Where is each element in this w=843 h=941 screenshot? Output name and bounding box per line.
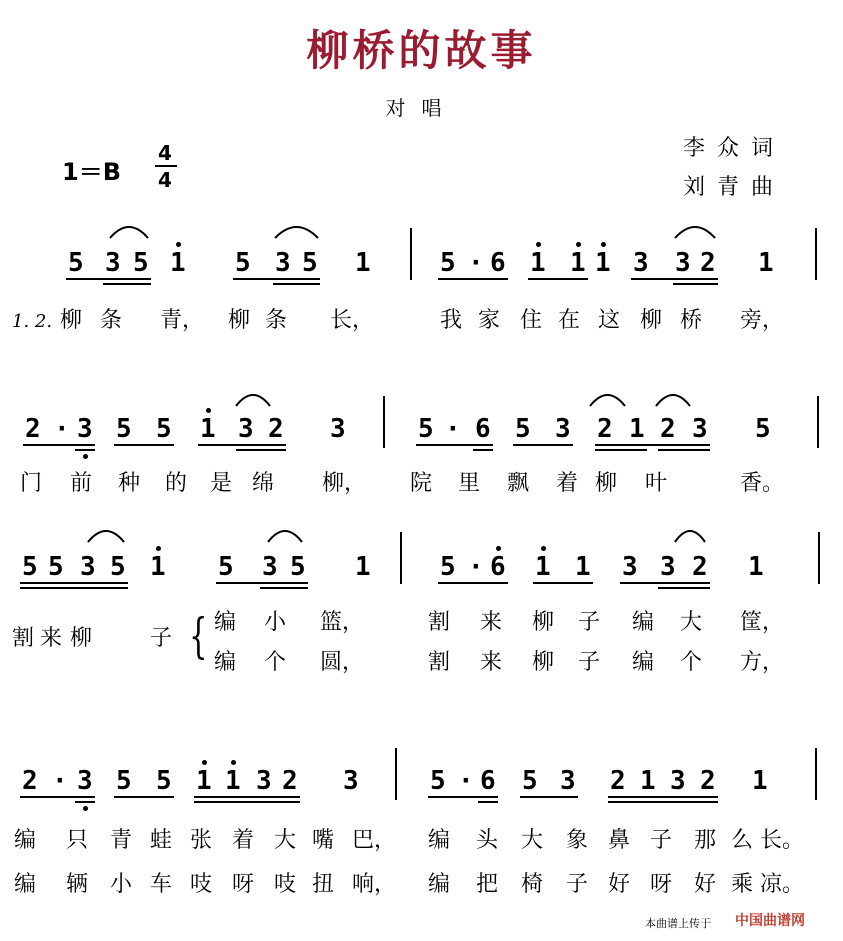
lyric-syllable: 的 bbox=[165, 471, 188, 496]
bar-line bbox=[815, 748, 817, 800]
lyric-syllable: 割 bbox=[12, 626, 35, 651]
beam-line bbox=[595, 444, 710, 446]
lyric-syllable: 小 bbox=[110, 872, 133, 897]
note-5: 5 bbox=[48, 552, 64, 582]
lyric-syllable: 凉。 bbox=[760, 872, 805, 897]
lyric-syllable: 来 bbox=[480, 610, 503, 635]
lyric-syllable: 青， bbox=[160, 308, 205, 333]
lyric-syllable: 割 bbox=[428, 610, 451, 635]
slur-arc bbox=[675, 531, 705, 542]
high-octave-dot bbox=[231, 760, 236, 765]
note-i: 1 bbox=[150, 552, 166, 582]
lyric-syllable: 柳 bbox=[640, 308, 663, 333]
lyric-syllable: 1. 2. bbox=[12, 311, 53, 332]
note-3: 3 bbox=[80, 552, 96, 582]
beam-line bbox=[23, 444, 95, 446]
time-signature-bottom: 4 bbox=[158, 168, 172, 192]
note-2: 2 bbox=[597, 414, 613, 444]
beam-line bbox=[20, 582, 128, 584]
high-octave-dot bbox=[536, 242, 541, 247]
beam-line bbox=[260, 587, 308, 589]
song-subtitle: 对唱 bbox=[385, 96, 458, 120]
lyric-syllable: 编 bbox=[632, 650, 655, 675]
lyric-syllable: 那 bbox=[694, 828, 717, 853]
beam-line bbox=[595, 449, 647, 451]
lyric-syllable: 着 bbox=[232, 828, 255, 853]
lyric-syllable: 象 bbox=[566, 828, 589, 853]
lyric-syllable: 辆 bbox=[66, 872, 89, 897]
duration-dot: · bbox=[458, 766, 474, 796]
high-octave-dot bbox=[176, 242, 181, 247]
bar-line bbox=[818, 532, 820, 584]
lyric-syllable: 么 bbox=[731, 828, 754, 853]
lyric-syllable: 个 bbox=[680, 650, 703, 675]
lyric-syllable: 来 bbox=[480, 650, 503, 675]
beam-line bbox=[194, 796, 300, 798]
bar-line bbox=[395, 748, 397, 800]
lyric-syllable: 编 bbox=[632, 610, 655, 635]
slur-arc bbox=[590, 395, 625, 406]
lyric-syllable: 张 bbox=[190, 828, 213, 853]
note-5: 5 bbox=[440, 552, 456, 582]
lyricist-credit: 李众词 bbox=[683, 136, 786, 161]
note-5: 5 bbox=[290, 552, 306, 582]
lyric-syllable: 篮， bbox=[320, 610, 365, 635]
bar-line bbox=[815, 228, 817, 280]
beam-line bbox=[103, 283, 151, 285]
lyric-syllable: 桥 bbox=[680, 308, 703, 333]
beam-line bbox=[20, 587, 128, 589]
note-2: 2 bbox=[700, 248, 716, 278]
lyric-syllable: 响， bbox=[352, 872, 397, 897]
note-3: 3 bbox=[633, 248, 649, 278]
lyric-syllable: 柳 bbox=[228, 308, 251, 333]
note-3: 3 bbox=[330, 414, 346, 444]
slur-arc bbox=[268, 531, 302, 542]
lyric-syllable: 里 bbox=[458, 471, 481, 496]
watermark-text: 本曲谱上传于 bbox=[645, 917, 711, 930]
lyric-syllable: 来 bbox=[40, 626, 63, 651]
slur-arc bbox=[675, 227, 715, 238]
lyric-syllable: 吱 bbox=[274, 872, 297, 897]
note-2: 2 bbox=[268, 414, 284, 444]
lyric-syllable: 大 bbox=[680, 610, 703, 635]
lyric-syllable: 旁， bbox=[740, 308, 785, 333]
lyric-syllable: 好 bbox=[608, 872, 631, 897]
lyric-syllable: 叶 bbox=[645, 471, 668, 496]
note-i: 1 bbox=[595, 248, 611, 278]
lyric-syllable: 我 bbox=[440, 308, 463, 333]
lyric-syllable: 种 bbox=[118, 471, 141, 496]
bar-line bbox=[410, 228, 412, 280]
note-5: 5 bbox=[156, 414, 172, 444]
note-2: 2 bbox=[22, 766, 38, 796]
note-5: 5 bbox=[116, 766, 132, 796]
note-3: 3 bbox=[105, 248, 121, 278]
note-6: 6 bbox=[480, 766, 496, 796]
lyric-syllable: 住 bbox=[520, 308, 543, 333]
note-1: 1 bbox=[640, 766, 656, 796]
lyric-syllable: 柳 bbox=[532, 610, 555, 635]
note-1: 1 bbox=[355, 552, 371, 582]
beam-line bbox=[473, 449, 493, 451]
note-5: 5 bbox=[418, 414, 434, 444]
beam-line bbox=[438, 278, 508, 280]
beam-line bbox=[658, 587, 710, 589]
lyric-syllable: 柳 bbox=[70, 626, 93, 651]
duration-dot: · bbox=[445, 414, 461, 444]
lyric-syllable: 前 bbox=[70, 471, 93, 496]
lyric-syllable: 编 bbox=[214, 650, 237, 675]
watermark-logo: 中国曲谱网 bbox=[735, 913, 805, 929]
note-2: 2 bbox=[610, 766, 626, 796]
note-1: 1 bbox=[758, 248, 774, 278]
note-5: 5 bbox=[22, 552, 38, 582]
note-5: 5 bbox=[522, 766, 538, 796]
note-3: 3 bbox=[560, 766, 576, 796]
note-6: 6 bbox=[490, 552, 506, 582]
beam-line bbox=[428, 796, 498, 798]
note-3: 3 bbox=[77, 766, 93, 796]
note-2: 2 bbox=[282, 766, 298, 796]
lyric-syllable: 筐， bbox=[740, 610, 785, 635]
beam-line bbox=[513, 444, 573, 446]
lyric-syllable: 门 bbox=[20, 471, 43, 496]
beam-line bbox=[75, 801, 95, 803]
beam-line bbox=[75, 449, 95, 451]
beam-line bbox=[273, 283, 320, 285]
beam-line bbox=[658, 449, 710, 451]
lyric-syllable: 家 bbox=[478, 308, 501, 333]
note-3: 3 bbox=[555, 414, 571, 444]
beam-line bbox=[416, 444, 493, 446]
bar-line bbox=[817, 396, 819, 448]
note-5: 5 bbox=[156, 766, 172, 796]
beam-line bbox=[533, 582, 593, 584]
slur-arc bbox=[110, 227, 148, 238]
note-5: 5 bbox=[440, 248, 456, 278]
high-octave-dot bbox=[541, 546, 546, 551]
lyric-syllable: 个 bbox=[264, 650, 287, 675]
lyric-syllable: 巴， bbox=[352, 828, 397, 853]
lyric-syllable: 小 bbox=[264, 610, 287, 635]
high-octave-dot bbox=[202, 760, 207, 765]
note-6: 6 bbox=[490, 248, 506, 278]
note-i: 1 bbox=[575, 552, 591, 582]
note-1: 1 bbox=[629, 414, 645, 444]
note-3: 3 bbox=[660, 552, 676, 582]
lyric-syllable: 蛙 bbox=[150, 828, 173, 853]
bar-line bbox=[383, 396, 385, 448]
high-octave-dot bbox=[576, 242, 581, 247]
note-2: 2 bbox=[700, 766, 716, 796]
lyric-syllable: 把 bbox=[476, 872, 499, 897]
beam-line bbox=[673, 283, 718, 285]
lyric-syllable: 头 bbox=[476, 828, 499, 853]
lyric-syllable: 柳 bbox=[60, 308, 83, 333]
lyric-syllable: 编 bbox=[214, 610, 237, 635]
beam-line bbox=[608, 801, 718, 803]
beam-line bbox=[233, 278, 320, 280]
lyric-syllable: 圆， bbox=[320, 650, 365, 675]
slur-arc bbox=[656, 395, 690, 406]
bar-line bbox=[400, 532, 402, 584]
high-octave-dot bbox=[156, 546, 161, 551]
note-i: 1 bbox=[570, 248, 586, 278]
lyric-syllable: 编 bbox=[14, 872, 37, 897]
lyric-syllable: 在 bbox=[558, 308, 581, 333]
lyric-syllable: 吱 bbox=[190, 872, 213, 897]
beam-line bbox=[66, 278, 151, 280]
lyric-syllable: 编 bbox=[428, 828, 451, 853]
note-3: 3 bbox=[275, 248, 291, 278]
beam-line bbox=[438, 582, 508, 584]
low-octave-dot bbox=[83, 454, 88, 459]
note-1: 1 bbox=[748, 552, 764, 582]
lyric-syllable: 椅 bbox=[521, 872, 544, 897]
lyric-syllable: 车 bbox=[150, 872, 173, 897]
lyric-syllable: 是 bbox=[210, 471, 233, 496]
lyric-syllable: 乘 bbox=[731, 872, 754, 897]
note-3: 3 bbox=[256, 766, 272, 796]
lyric-syllable: 院 bbox=[410, 471, 433, 496]
note-2: 2 bbox=[25, 414, 41, 444]
slur-arc bbox=[88, 531, 124, 542]
lyric-syllable: 编 bbox=[14, 828, 37, 853]
note-2: 2 bbox=[660, 414, 676, 444]
beam-line bbox=[608, 796, 718, 798]
beam-line bbox=[114, 796, 174, 798]
note-6: 6 bbox=[475, 414, 491, 444]
lyric-syllable: 方， bbox=[740, 650, 785, 675]
note-3: 3 bbox=[692, 414, 708, 444]
note-5: 5 bbox=[218, 552, 234, 582]
beam-line bbox=[216, 582, 308, 584]
duration-dot: · bbox=[468, 248, 484, 278]
note-3: 3 bbox=[675, 248, 691, 278]
note-1: 1 bbox=[752, 766, 768, 796]
duration-dot: · bbox=[52, 766, 68, 796]
lyric-syllable: 飘 bbox=[507, 471, 530, 496]
lyric-syllable: 长。 bbox=[760, 828, 805, 853]
beam-line bbox=[620, 582, 710, 584]
note-3: 3 bbox=[77, 414, 93, 444]
note-3: 3 bbox=[343, 766, 359, 796]
low-octave-dot bbox=[83, 806, 88, 811]
note-i: 1 bbox=[225, 766, 241, 796]
note-2: 2 bbox=[692, 552, 708, 582]
lyric-syllable: 青 bbox=[110, 828, 133, 853]
note-3: 3 bbox=[238, 414, 254, 444]
time-signature-divider bbox=[155, 165, 177, 167]
note-5: 5 bbox=[430, 766, 446, 796]
song-title: 柳桥的故事 bbox=[306, 26, 537, 75]
lyric-syllable: 长， bbox=[330, 308, 375, 333]
beam-line bbox=[478, 801, 498, 803]
beam-line bbox=[194, 801, 300, 803]
high-octave-dot bbox=[601, 242, 606, 247]
note-3: 3 bbox=[262, 552, 278, 582]
duration-dot: · bbox=[54, 414, 70, 444]
lyric-syllable: 子 bbox=[566, 872, 589, 897]
lyric-syllable: 子 bbox=[578, 650, 601, 675]
lyric-syllable: 绵 bbox=[252, 471, 275, 496]
lyric-syllable: 嘴 bbox=[312, 828, 335, 853]
high-octave-dot bbox=[496, 546, 501, 551]
note-5: 5 bbox=[68, 248, 84, 278]
lyric-syllable: 大 bbox=[521, 828, 544, 853]
note-5: 5 bbox=[116, 414, 132, 444]
lyric-syllable: 子 bbox=[578, 610, 601, 635]
lyric-syllable: 子 bbox=[150, 626, 173, 651]
slur-arc bbox=[275, 227, 318, 238]
note-5: 5 bbox=[515, 414, 531, 444]
lyric-syllable: 柳 bbox=[595, 471, 618, 496]
note-i: 1 bbox=[535, 552, 551, 582]
lyric-syllable: 条 bbox=[265, 308, 288, 333]
lyric-syllable: 呀 bbox=[232, 872, 255, 897]
lyric-syllable: 鼻 bbox=[608, 828, 631, 853]
note-i: 1 bbox=[170, 248, 186, 278]
lyric-syllable: 编 bbox=[428, 872, 451, 897]
lyric-syllable: 割 bbox=[428, 650, 451, 675]
note-3: 3 bbox=[670, 766, 686, 796]
beam-line bbox=[520, 796, 578, 798]
note-i: 1 bbox=[200, 414, 216, 444]
lyric-syllable: 柳 bbox=[532, 650, 555, 675]
lyric-syllable: 着 bbox=[556, 471, 579, 496]
note-i: 1 bbox=[196, 766, 212, 796]
high-octave-dot bbox=[206, 408, 211, 413]
beam-line bbox=[114, 444, 174, 446]
lyric-syllable: 子 bbox=[650, 828, 673, 853]
composer-credit: 刘青曲 bbox=[683, 175, 786, 200]
time-signature-top: 4 bbox=[158, 141, 172, 165]
note-1: 1 bbox=[355, 248, 371, 278]
beam-line bbox=[20, 796, 95, 798]
note-5: 5 bbox=[133, 248, 149, 278]
slur-arc bbox=[236, 395, 270, 406]
note-5: 5 bbox=[110, 552, 126, 582]
lyric-syllable: 只 bbox=[66, 828, 89, 853]
lyric-syllable: 扭 bbox=[312, 872, 335, 897]
lyric-brace: { bbox=[189, 608, 208, 664]
beam-line bbox=[198, 444, 286, 446]
lyric-syllable: 柳， bbox=[322, 471, 367, 496]
key-signature: 1＝B bbox=[62, 158, 121, 186]
note-3: 3 bbox=[622, 552, 638, 582]
note-5: 5 bbox=[755, 414, 771, 444]
lyric-syllable: 呀 bbox=[650, 872, 673, 897]
note-5: 5 bbox=[302, 248, 318, 278]
lyric-syllable: 大 bbox=[274, 828, 297, 853]
lyric-syllable: 好 bbox=[694, 872, 717, 897]
duration-dot: · bbox=[468, 552, 484, 582]
lyric-syllable: 香。 bbox=[740, 471, 785, 496]
note-5: 5 bbox=[235, 248, 251, 278]
beam-line bbox=[528, 278, 588, 280]
beam-line bbox=[236, 449, 286, 451]
note-i: 1 bbox=[530, 248, 546, 278]
beam-line bbox=[631, 278, 718, 280]
lyric-syllable: 条 bbox=[100, 308, 123, 333]
lyric-syllable: 这 bbox=[598, 308, 621, 333]
